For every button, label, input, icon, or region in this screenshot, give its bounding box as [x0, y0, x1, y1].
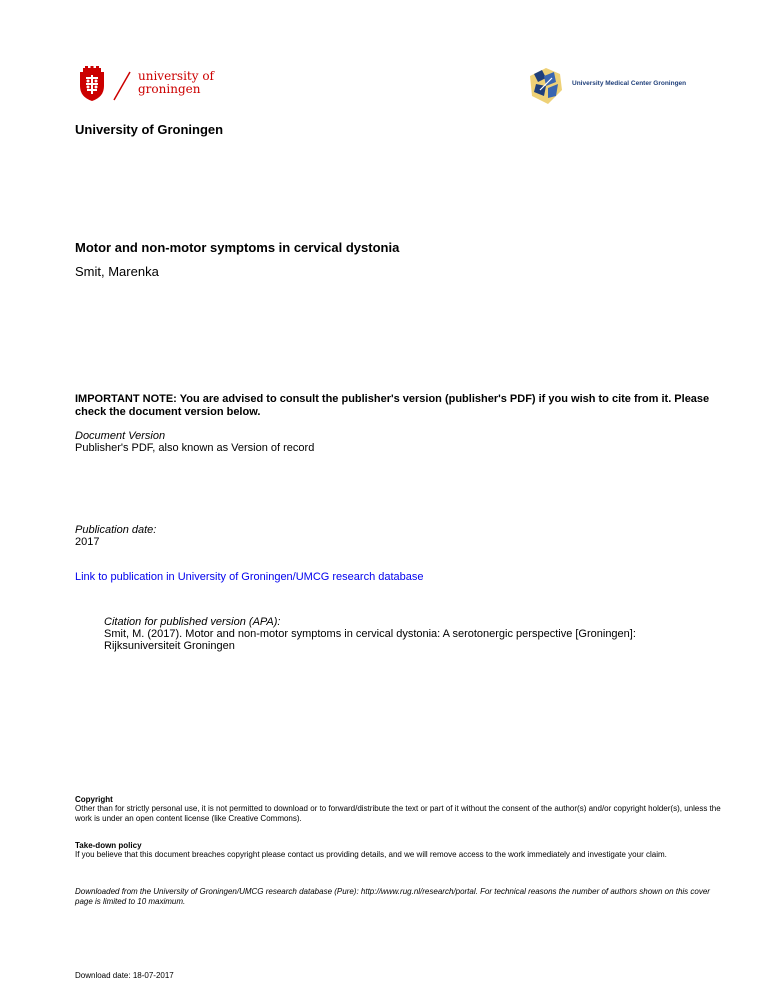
citation-label: Citation for published version (APA): [104, 616, 281, 628]
citation-value: Smit, M. (2017). Motor and non-motor symptoms in cervical dystonia: A serotonergic perspective [Groningen]: Rijksuniversiteit Groningen [104, 628, 636, 652]
important-note: IMPORTANT NOTE: You are advised to consult the publisher's version (publisher's PDF) if you wish to cite from it. Please check the document version below. [75, 393, 710, 418]
document-author: Smit, Marenka [75, 264, 159, 279]
copyright-text: Other than for strictly personal use, it is not permitted to download or to forward/distribute the text or part of it without the consent of the author(s) and/or copyright holder(s), unless the work is under an open content license (like Creative Commons). [75, 804, 721, 823]
umcg-logo-text: University Medical Center Groningen [572, 80, 687, 87]
rug-slash-icon [112, 70, 132, 102]
publication-link[interactable]: Link to publication in University of Groningen/UMCG research database [75, 571, 424, 583]
university-of-groningen-logo [78, 66, 228, 106]
publication-date-value: 2017 [75, 536, 100, 548]
document-title: Motor and non-motor symptoms in cervical dystonia [75, 240, 400, 255]
umcg-logo [526, 66, 706, 108]
copyright-heading: Copyright [75, 795, 113, 804]
downloaded-from-note: Downloaded from the University of Groningen/UMCG research database (Pure): http://www.rug.nl/research/portal. For technical reasons the number of authors shown on this cover page is limited to 10 maximum. [75, 887, 710, 906]
takedown-text: If you believe that this document breaches copyright please contact us providing details, and we will remove access to the work immediately and investigate your claim. [75, 850, 667, 859]
publication-date-label: Publication date: [75, 524, 157, 536]
document-version-value: Publisher's PDF, also known as Version of record [75, 442, 315, 454]
institution-name: University of Groningen [75, 122, 224, 137]
document-version-label: Document Version [75, 430, 166, 442]
download-date: Download date: 18-07-2017 [75, 971, 174, 980]
rug-crest-icon [78, 66, 106, 102]
umcg-mark-icon [526, 66, 566, 106]
takedown-heading: Take-down policy [75, 841, 142, 850]
rug-logo-text: university of groningen [138, 69, 214, 96]
